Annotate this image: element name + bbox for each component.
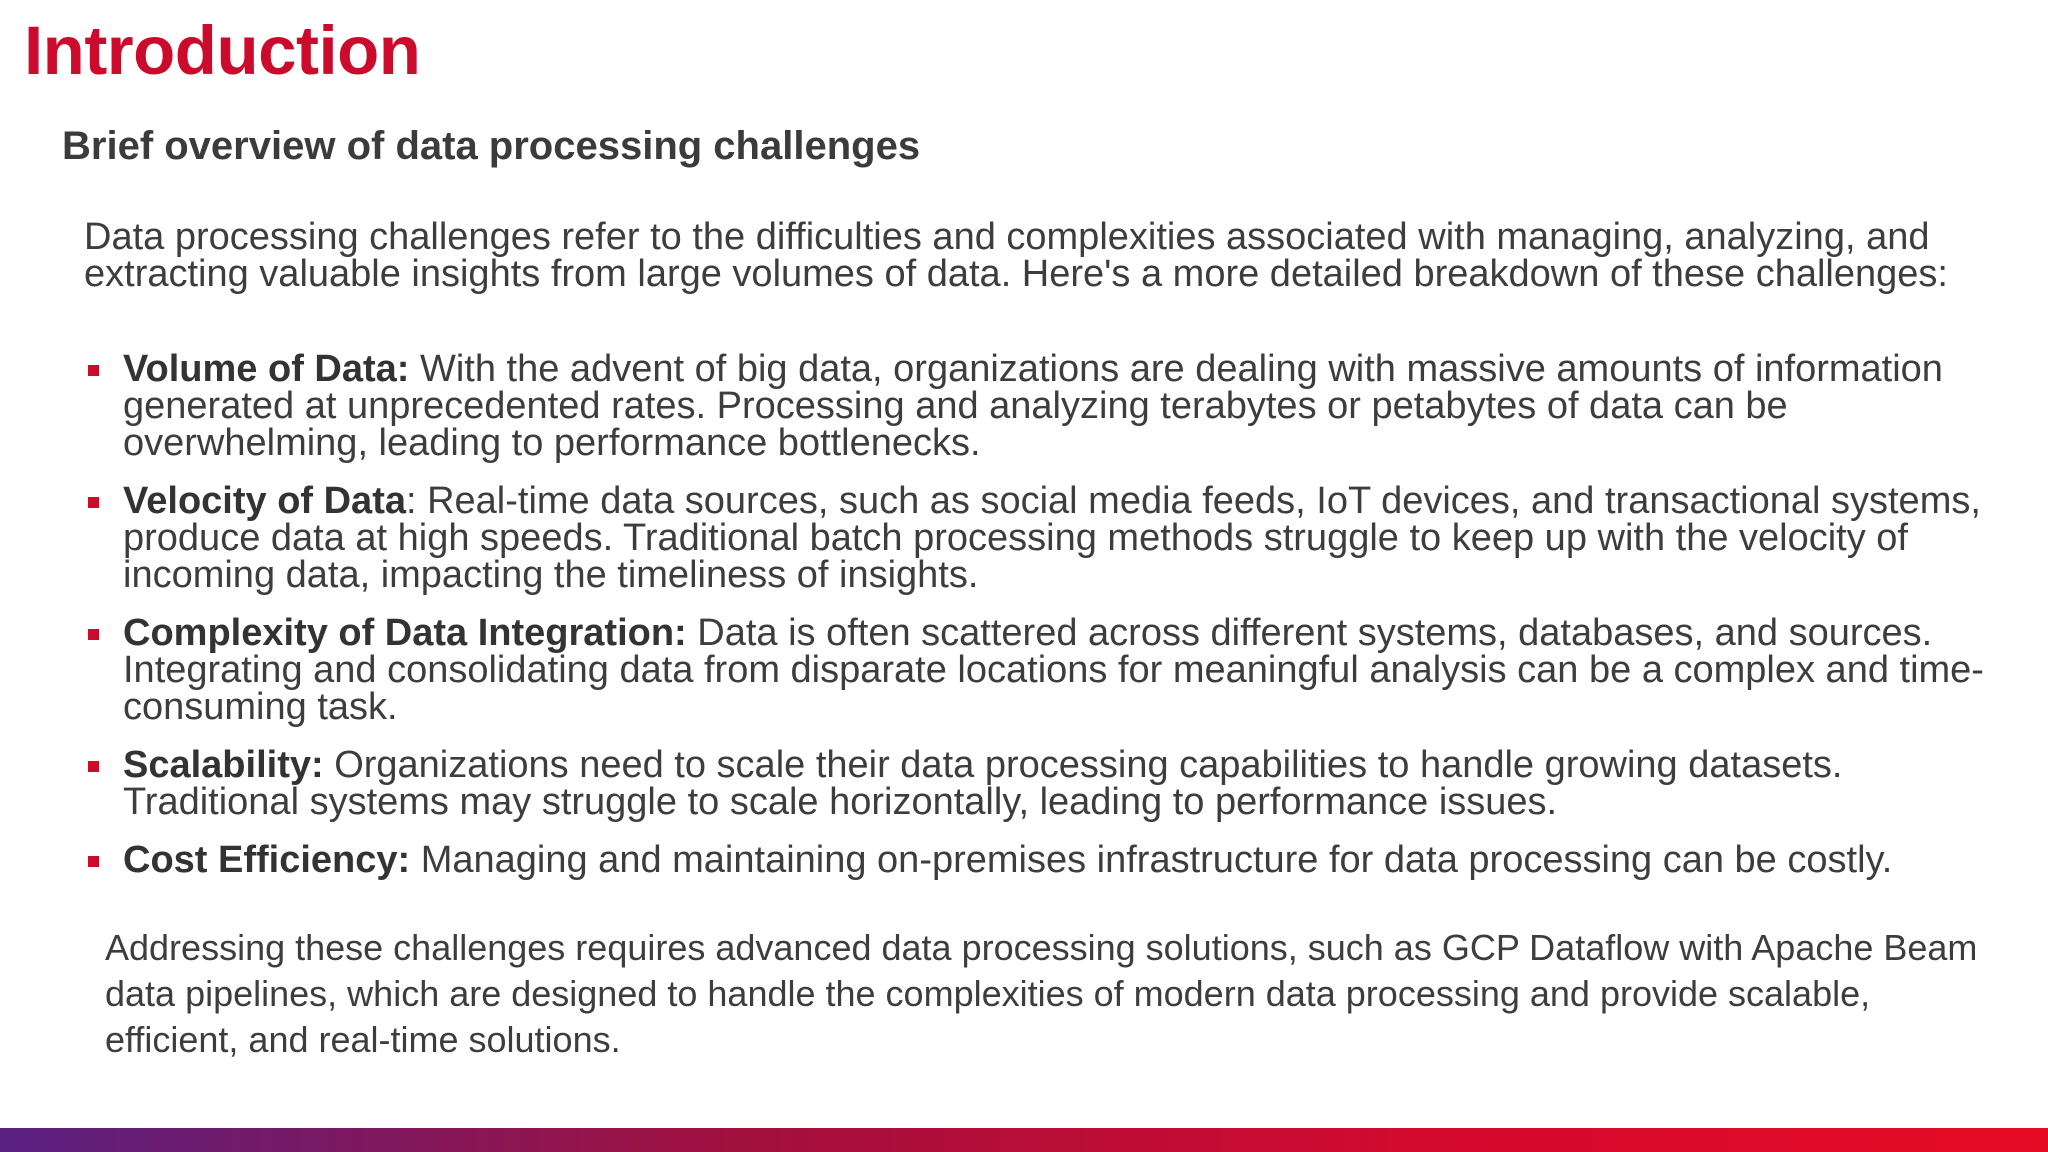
challenge-list [84, 348, 2004, 900]
challenge-term: Volume of Data: [123, 348, 410, 390]
challenge-description: Organizations need to scale their data processing capabilities to handle growing datasets. Traditional systems may struggle to scale horizontally, leading to performance issues. [123, 744, 1843, 823]
challenge-item-scalability [84, 744, 2004, 823]
challenge-item-cost [84, 839, 2004, 881]
square-bullet-icon [88, 761, 99, 772]
intro-paragraph: Data processing challenges refer to the difficulties and complexities associated with managing, analyzing, and extracting valuable insights from large volumes of data. Here's a more detailed breakdown of these challenges: [84, 216, 1948, 295]
footer-gradient-bar [0, 1128, 2048, 1152]
challenge-term: Complexity of Data Integration: [123, 612, 687, 654]
slide-subtitle: Brief overview of data processing challenges [62, 124, 921, 168]
challenge-description: With the advent of big data, organizations are dealing with massive amounts of information generated at unprecedented rates. Processing and analyzing terabytes or petabytes of data can be overwhelming, leading to performance bottlenecks. [123, 348, 1943, 464]
square-bullet-icon [88, 365, 99, 376]
challenge-term: Cost Efficiency: [123, 839, 411, 881]
challenge-item-velocity [84, 480, 2004, 596]
square-bullet-icon [88, 497, 99, 508]
challenge-description: : Real-time data sources, such as social media feeds, IoT devices, and transactional systems, produce data at high speeds. Traditional batch processing methods struggle to keep up with the velocity of incoming data, impacting the timeliness of insights. [123, 480, 1981, 596]
slide-title: Introduction [24, 12, 421, 89]
square-bullet-icon [88, 856, 99, 867]
challenge-description: Managing and maintaining on-premises infrastructure for data processing can be costly. [410, 839, 1893, 881]
square-bullet-icon [88, 629, 99, 640]
challenge-item-volume [84, 348, 2004, 464]
challenge-term: Velocity of Data [123, 480, 406, 522]
challenge-term: Scalability: [123, 744, 324, 786]
challenge-item-integration [84, 612, 2004, 728]
closing-paragraph: Addressing these challenges requires advanced data processing solutions, such as GCP Dataflow with Apache Beam data pipelines, which are designed to handle the complexities of modern data processing and provide scalable, efficient, and real-time solutions. [105, 927, 1978, 1060]
challenge-description: Data is often scattered across different systems, databases, and sources. Integrating and consolidating data from disparate locations for meaningful analysis can be a complex and time-consuming task. [123, 612, 1984, 728]
